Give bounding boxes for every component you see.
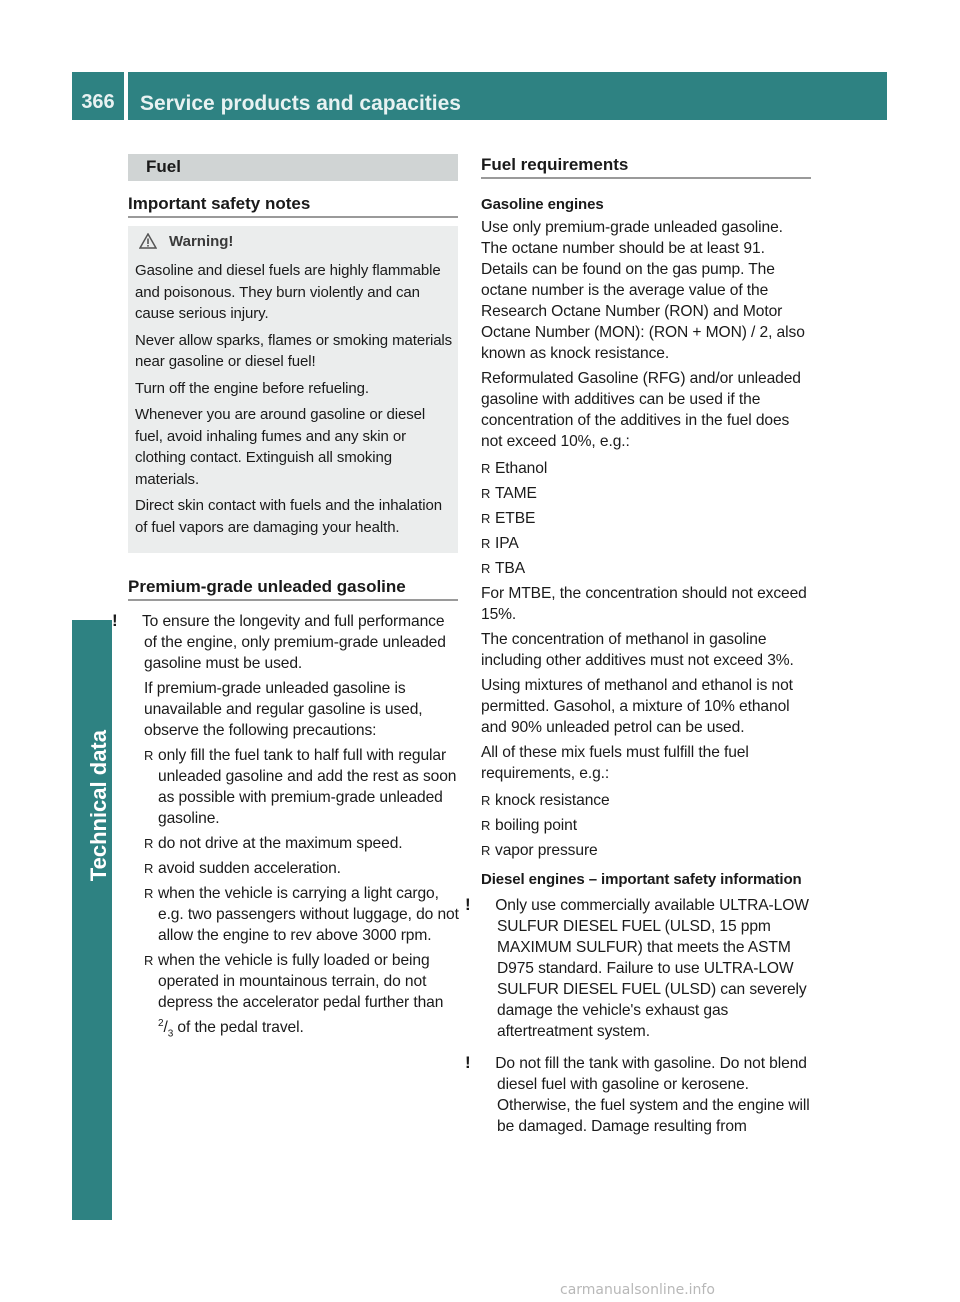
diesel-note-text: Only use commercially available ULTRA-LOW SULFUR DIESEL FUEL (ULSD, 15 ppm MAXIMUM SULFUR) that meets the ASTM D975 standard. Failure to use ULTRA-LOW SULFUR DIESEL FUEL (ULSD) can severely damage the vehicle's exhaust gas aftertreatment system. — [495, 897, 809, 1040]
additive-list — [481, 458, 813, 579]
diesel-note — [465, 1052, 813, 1137]
fraction-denominator: 3 — [167, 1028, 174, 1040]
premium-note-text: To ensure the longevity and full performance of the engine, only premium-grade unleaded gasoline must be used. — [141, 613, 446, 672]
premium-note — [112, 610, 460, 674]
mix-requirements-paragraph: All of these mix fuels must fulfill the fuel requirements, e.g.: — [481, 744, 749, 782]
gasoline-paragraph: Reformulated Gasoline (RFG) and/or unleaded gasoline with additives can be used if the concentration of the additives in the fuel does not exceed 10%, e.g.: — [481, 370, 801, 450]
requirement-list — [481, 790, 813, 861]
precaution-tail: of the pedal travel. — [177, 1019, 304, 1037]
warning-title: Warning! — [169, 233, 234, 250]
mtbe-paragraph: For MTBE, the concentration should not exceed 15%. — [481, 585, 807, 623]
list-item: R do not drive at the maximum speed. — [144, 833, 460, 854]
list-item: R TBA — [481, 558, 813, 579]
warning-box — [128, 226, 458, 553]
heading-rule — [481, 177, 811, 179]
fraction-numerator: 2 — [158, 1018, 164, 1029]
list-item: R vapor pressure — [481, 840, 813, 861]
gasoline-paragraph: Use only premium-grade unleaded gasoline. The octane number should be at least 91. Details can be found on the gas pump. The octane number is the average value of the Research Octane Number (RON) and Motor Octane Number (MON): (RON + MON) / 2, also known as knock resistance. — [481, 219, 805, 362]
safety-heading: Important safety notes — [128, 194, 311, 213]
diesel-note-text: Do not fill the tank with gasoline. Do not blend diesel fuel with gasoline or kerosene. Otherwise, the fuel system and the engine will be damaged. Damage resulting from — [495, 1055, 810, 1135]
exclamation-icon: ! — [465, 1053, 471, 1072]
fuel-requirements-body — [465, 194, 813, 1141]
list-item — [144, 950, 460, 1044]
precaution-text: when the vehicle is fully loaded or being operated in mountainous terrain, do not depress the accelerator pedal further than — [158, 952, 444, 1011]
warning-paragraph: Never allow sparks, flames or smoking materials near gasoline or diesel fuel! — [135, 331, 453, 370]
warning-paragraph: Direct skin contact with fuels and the inhalation of fuel vapors are damaging your health. — [135, 497, 442, 536]
diesel-heading: Diesel engines – important safety information — [481, 871, 802, 888]
list-item: R IPA — [481, 533, 813, 554]
side-tab-label: Technical data — [86, 730, 111, 882]
list-item: R Ethanol — [481, 458, 813, 479]
exclamation-icon: ! — [112, 611, 118, 630]
list-item: R when the vehicle is carrying a light cargo, e.g. two passengers without luggage, do not allow the engine to rev above 3000 rpm. — [144, 883, 460, 946]
chapter-title: Service products and capacities — [140, 92, 461, 115]
page-number: 366 — [81, 91, 115, 113]
premium-notes — [112, 610, 460, 1048]
list-item: R boiling point — [481, 815, 813, 836]
warning-paragraph: Whenever you are around gasoline or diesel fuel, avoid inhaling fumes and any skin or clothing contact. Extinguish all smoking materials. — [135, 406, 426, 488]
list-item: R ETBE — [481, 508, 813, 529]
warning-paragraph: Gasoline and diesel fuels are highly flammable and poisonous. They burn violently and can cause serious injury. — [135, 262, 441, 322]
section-label: Fuel — [146, 157, 181, 176]
list-item: R avoid sudden acceleration. — [144, 858, 460, 879]
watermark: carmanualsonline.info — [560, 1282, 715, 1298]
premium-heading: Premium-grade unleaded gasoline — [128, 577, 406, 596]
warning-title-row — [135, 232, 453, 255]
mixtures-paragraph: Using mixtures of methanol and ethanol is not permitted. Gasohol, a mixture of 10% ethanol and 90% unleaded petrol can be used. — [481, 677, 793, 736]
section-label-bar — [128, 154, 458, 181]
diesel-note — [465, 894, 813, 1042]
list-item: R only fill the fuel tank to half full with regular unleaded gasoline and add the rest as soon as possible with premium-grade unleaded gasoline. — [144, 745, 460, 829]
premium-paragraph: If premium-grade unleaded gasoline is unavailable and regular gasoline is used, observe the following precautions: — [144, 680, 423, 739]
fraction-slash: / — [163, 1019, 168, 1037]
exclamation-icon: ! — [465, 895, 471, 914]
heading-rule — [128, 216, 458, 218]
warning-paragraph: Turn off the engine before refueling. — [135, 379, 369, 397]
header-separator — [124, 72, 128, 120]
heading-rule — [128, 599, 458, 601]
fuel-requirements-heading: Fuel requirements — [481, 155, 629, 174]
methanol-paragraph: The concentration of methanol in gasoline including other additives must not exceed 3%. — [481, 631, 794, 669]
gasoline-heading: Gasoline engines — [481, 196, 604, 213]
side-tab — [72, 620, 112, 1220]
warning-triangle-icon — [139, 233, 159, 255]
list-item: R TAME — [481, 483, 813, 504]
list-item: R knock resistance — [481, 790, 813, 811]
precaution-list — [128, 745, 460, 1044]
